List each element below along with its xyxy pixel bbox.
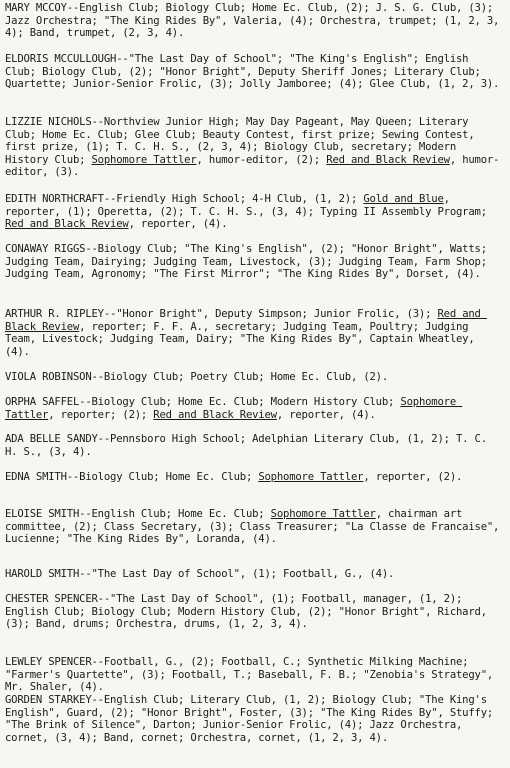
entry-ada-belle-sandy bbox=[5, 433, 505, 458]
entry-name: ARTHUR R. RIPLEY bbox=[5, 308, 104, 320]
entry-edith-northcraft bbox=[5, 193, 505, 231]
publication-title: Sophomore Tattler bbox=[270, 508, 376, 520]
publication-title: Sophomore Tattler bbox=[91, 153, 197, 166]
entry-viola-robinson bbox=[5, 371, 505, 384]
publication-title: Red and Black Review bbox=[5, 218, 129, 231]
entry-text: , reporter, (1); Operetta, (2); T. C. H. S., (3, 4); Typing II Assembly Program; bbox=[5, 193, 494, 218]
entry-name: EDNA SMITH bbox=[5, 471, 67, 483]
entry-name: LIZZIE NICHOLS bbox=[5, 116, 92, 128]
entry-name: VIOLA ROBINSON bbox=[5, 371, 92, 383]
entry-text: --"The Last Day of School"; "The King's English"; English Club; Biology Club, (2); "Honor Bright", Deputy Sheriff Jones; Literary Club; Quartette; Junior-Senior Frolic, (3); Jolly Jamboree; (4); Glee Club, (1, 2, 3). bbox=[5, 53, 500, 91]
entry-name: CHESTER SPENCER bbox=[5, 593, 98, 605]
entry-name: EDITH NORTHCRAFT bbox=[5, 193, 104, 205]
entry-text: --Biology Club; "The King's English", (2); "Honor Bright", Watts; Judging Team, Dairying; Judging Team, Livestock, (3); Judging Team, Farm Shop; Judging Team, Agronomy; "The First Mirror"; "The King Rides By", Dorset, (4). bbox=[5, 243, 494, 281]
entry-text: , reporter, (2). bbox=[363, 471, 463, 483]
entry-text: , reporter; F. F. A., secretary; Judging Team, Poultry; Judging Team, Livestock; Judging Team, Dairy; "The King Rides By", Captain Wheatley, (4). bbox=[5, 320, 481, 358]
entry-name: MARY MCCOY bbox=[5, 2, 67, 14]
entry-text: --English Club; Biology Club; Home Ec. Club, (2); J. S. G. Club, (3); Jazz Orchestra; "The King Rides By", Valeria, (4); Orchestra, trumpet; (1, 2, 3, 4); Band, trumpet, (2, 3, 4). bbox=[5, 2, 506, 40]
entry-conaway-riggs bbox=[5, 243, 505, 281]
publication-title: Red and Black Review bbox=[326, 153, 450, 166]
entry-text: --English Club; Literary Club, (1, 2); Biology Club; "The King's English", Guard, (2); "Honor Bright", Foster, (3); "The King Rides By", Stuffy; "The Brink of Silence", Darton; Junior-Senior Frolic, (4); Jazz Orchestra, cornet, (3, 4); Band, cornet; Orchestra, cornet, (1, 2, 3, 4). bbox=[5, 694, 500, 744]
entry-text: , reporter, (4). bbox=[128, 218, 228, 231]
entry-text: --Northview Junior High; May Day Pageant, May Queen; Literary Club; Home Ec. Club; Glee Club; Beauty Contest, first prize; Sewing Contest, first prize, (1); T. C. H. S., (2, 3, 4); Biology Club, secretary; Modern History Club; bbox=[5, 116, 481, 166]
entry-text: , reporter; (2); bbox=[48, 408, 154, 421]
publication-title: Red and Black Review bbox=[153, 408, 277, 421]
entry-orpha-saffel bbox=[5, 396, 505, 421]
entry-text: --Biology Club; Home Ec. Club; Modern History Club; bbox=[79, 396, 401, 408]
entry-name: GORDEN STARKEY bbox=[5, 694, 92, 706]
publication-title: Sophomore Tattler bbox=[5, 396, 463, 421]
entry-lewley-spencer bbox=[5, 656, 505, 694]
entry-text: --"The Last Day of School", (1); Football, manager, (1, 2); English Club; Biology Club; Modern History Club, (2); "Honor Bright", Richard, (3); Band, drums; Orchestra, drums, (1, 2, 3, 4). bbox=[5, 593, 494, 631]
entry-text: --"Honor Bright", Deputy Simpson; Junior Frolic, (3); bbox=[103, 308, 438, 320]
publication-title: Red and Black Review bbox=[5, 308, 487, 333]
entry-name: HAROLD SMITH bbox=[5, 568, 80, 580]
entry-name: ADA BELLE SANDY bbox=[5, 433, 98, 445]
publication-title: Sophomore Tattler bbox=[258, 471, 364, 483]
entry-chester-spencer bbox=[5, 593, 505, 631]
entry-text: --Football, G., (2); Football, C.; Synthetic Milking Machine; "Farmer's Quartette", (3); Football, T.; Baseball, F. B.; "Zenobia's Strategy", Mr. Shaler, (4). bbox=[5, 656, 500, 694]
entry-name: ELOISE SMITH bbox=[5, 508, 80, 520]
entry-text: --Biology Club; Home Ec. Club; bbox=[66, 471, 259, 483]
entry-text: , humor-editor, (3). bbox=[5, 153, 500, 179]
entry-text: --"The Last Day of School", (1); Football, G., (4). bbox=[79, 568, 395, 580]
entry-edna-smith bbox=[5, 471, 505, 484]
entry-text: --Friendly High School; 4-H Club, (1, 2); bbox=[103, 193, 364, 205]
entry-text: --Biology Club; Poetry Club; Home Ec. Club, (2). bbox=[91, 371, 389, 383]
publication-title: Gold and Blue bbox=[363, 193, 444, 205]
entry-name: LEWLEY SPENCER bbox=[5, 656, 92, 668]
entry-lizzie-nichols bbox=[5, 116, 505, 179]
entry-mary-mccoy bbox=[5, 2, 505, 40]
entry-text: --English Club; Home Ec. Club; bbox=[79, 508, 271, 520]
entry-text: , humor-editor, (2); bbox=[196, 153, 327, 166]
entry-text: --Pennsboro High School; Adelphian Literary Club, (1, 2); T. C. H. S., (3, 4). bbox=[5, 433, 494, 458]
entry-name: ELDORIS MCCULLOUGH bbox=[5, 53, 117, 65]
entry-eldoris-mccullough bbox=[5, 53, 505, 91]
entry-text: , reporter, (4). bbox=[276, 408, 376, 421]
entry-name: CONAWAY RIGGS bbox=[5, 243, 86, 255]
entry-gorden-starkey bbox=[5, 694, 505, 744]
entry-eloise-smith bbox=[5, 508, 505, 546]
entry-arthur-ripley bbox=[5, 308, 505, 358]
entry-name: ORPHA SAFFEL bbox=[5, 396, 80, 408]
entry-harold-smith bbox=[5, 568, 505, 581]
entry-text: , chairman art committee, (2); Class Secretary, (3); Class Treasurer; "La Classe de Francaise", Lucienne; "The King Rides By", Loranda, (4). bbox=[5, 508, 506, 546]
